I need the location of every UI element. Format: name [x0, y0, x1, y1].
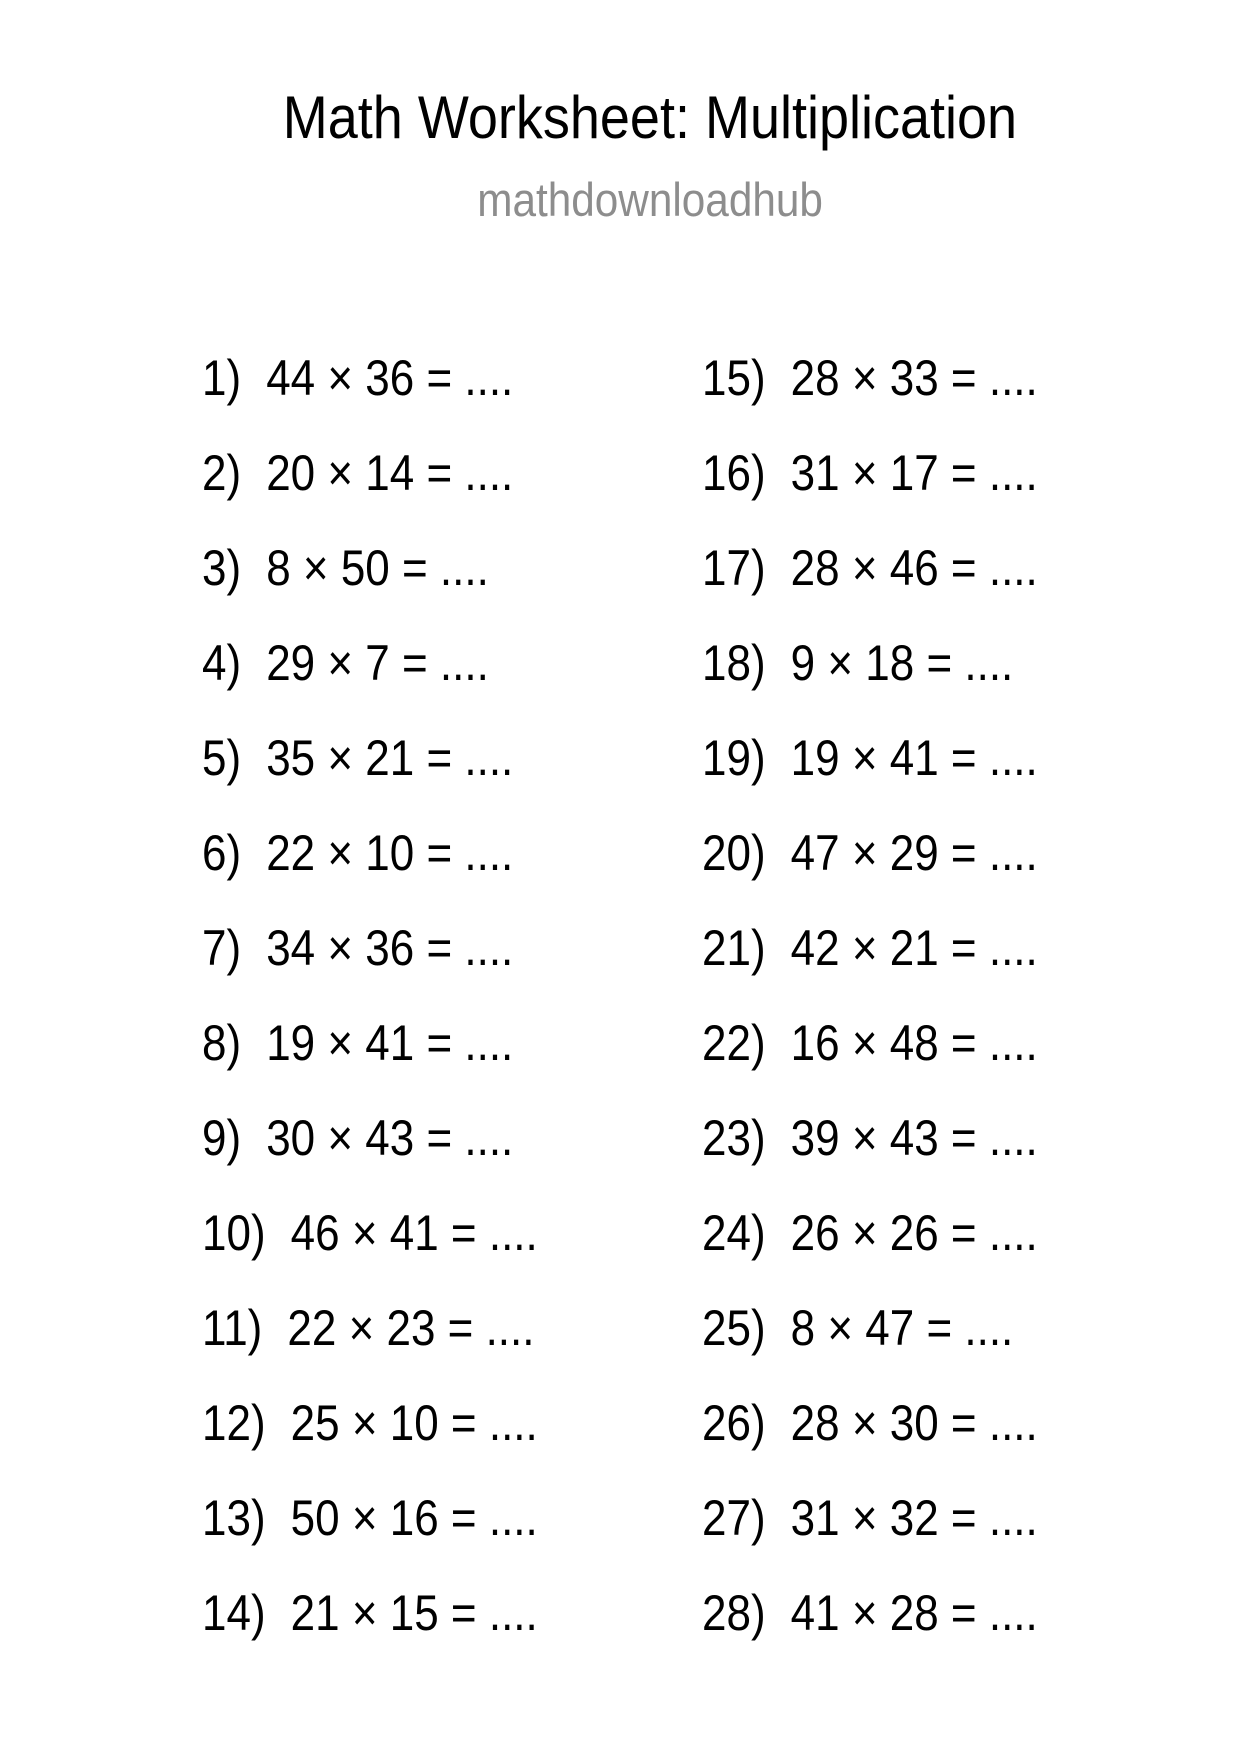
problem-number: 1): [202, 349, 242, 406]
problem-number: 3): [202, 539, 242, 596]
problem-row: [202, 1470, 702, 1565]
problem-row: [202, 1185, 702, 1280]
problem-number: 15): [702, 349, 766, 406]
problem-row: [702, 1280, 1202, 1375]
problem-text: [202, 729, 514, 786]
problem-text: [702, 729, 1038, 786]
problem-row: [202, 425, 702, 520]
problem-number: 8): [202, 1014, 242, 1071]
problem-number: 2): [202, 444, 242, 501]
problem-row: [702, 1375, 1202, 1470]
problem-number: 9): [202, 1109, 242, 1166]
problem-expression: 34 × 36 = ....: [266, 919, 514, 976]
problem-text: [202, 539, 489, 596]
problem-expression: 25 × 10 = ....: [290, 1394, 538, 1451]
problem-row: [202, 995, 702, 1090]
problems-column-left: [202, 330, 702, 1660]
problem-number: 23): [702, 1109, 766, 1166]
problem-row: [702, 1565, 1202, 1660]
problem-expression: 28 × 30 = ....: [790, 1394, 1038, 1451]
problem-expression: 30 × 43 = ....: [266, 1109, 514, 1166]
problem-expression: 44 × 36 = ....: [266, 349, 514, 406]
problem-expression: 31 × 17 = ....: [790, 444, 1038, 501]
page-subtitle-text: mathdownloadhub: [477, 173, 823, 226]
problem-text: [702, 1584, 1038, 1641]
problem-number: 27): [702, 1489, 766, 1546]
problem-number: 22): [702, 1014, 766, 1071]
problem-row: [702, 1090, 1202, 1185]
problem-text: [702, 1299, 1014, 1356]
problem-number: 17): [702, 539, 766, 596]
problem-row: [702, 995, 1202, 1090]
problem-row: [202, 330, 702, 425]
problem-expression: 26 × 26 = ....: [790, 1204, 1038, 1261]
problem-row: [702, 900, 1202, 995]
problem-text: [202, 1299, 535, 1356]
problem-text: [702, 1204, 1038, 1261]
problem-text: [202, 634, 489, 691]
problem-text: [702, 444, 1038, 501]
problem-row: [202, 710, 702, 805]
problem-row: [702, 520, 1202, 615]
problem-expression: 20 × 14 = ....: [266, 444, 514, 501]
problem-expression: 8 × 47 = ....: [790, 1299, 1014, 1356]
problem-number: 24): [702, 1204, 766, 1261]
problem-number: 20): [702, 824, 766, 881]
page-title-text: Math Worksheet: Multiplication: [282, 84, 1018, 151]
problem-row: [202, 520, 702, 615]
problem-text: [202, 1014, 514, 1071]
problem-text: [702, 1014, 1038, 1071]
problem-number: 6): [202, 824, 242, 881]
problem-row: [702, 805, 1202, 900]
problem-number: 28): [702, 1584, 766, 1641]
problem-text: [702, 634, 1014, 691]
problem-row: [202, 900, 702, 995]
problem-row: [202, 615, 702, 710]
problem-row: [202, 805, 702, 900]
problem-number: 19): [702, 729, 766, 786]
problem-number: 21): [702, 919, 766, 976]
problem-number: 18): [702, 634, 766, 691]
problem-text: [202, 1489, 538, 1546]
page-title: [30, 84, 1240, 151]
problems-area: [202, 330, 1202, 1660]
problems-column-right: [702, 330, 1202, 1660]
problem-row: [702, 425, 1202, 520]
problem-row: [702, 330, 1202, 425]
problem-expression: 28 × 46 = ....: [790, 539, 1038, 596]
problem-row: [202, 1280, 702, 1375]
page-subtitle: [30, 173, 1240, 226]
problem-expression: 9 × 18 = ....: [790, 634, 1014, 691]
problem-row: [202, 1565, 702, 1660]
problem-text: [202, 1109, 514, 1166]
problem-expression: 29 × 7 = ....: [266, 634, 489, 691]
problem-number: 13): [202, 1489, 266, 1546]
problem-number: 14): [202, 1584, 266, 1641]
problem-number: 10): [202, 1204, 266, 1261]
problem-text: [702, 919, 1038, 976]
problem-expression: 41 × 28 = ....: [790, 1584, 1038, 1641]
problem-expression: 50 × 16 = ....: [290, 1489, 538, 1546]
problem-expression: 39 × 43 = ....: [790, 1109, 1038, 1166]
problem-row: [702, 1470, 1202, 1565]
problem-text: [202, 919, 514, 976]
problem-text: [202, 444, 514, 501]
problem-number: 7): [202, 919, 242, 976]
problem-expression: 47 × 29 = ....: [790, 824, 1038, 881]
problem-row: [702, 1185, 1202, 1280]
problem-expression: 16 × 48 = ....: [790, 1014, 1038, 1071]
problem-expression: 19 × 41 = ....: [790, 729, 1038, 786]
problem-text: [202, 824, 514, 881]
problem-row: [202, 1375, 702, 1470]
problem-text: [702, 824, 1038, 881]
problem-expression: 21 × 15 = ....: [290, 1584, 538, 1641]
problem-text: [202, 1394, 538, 1451]
problem-expression: 8 × 50 = ....: [266, 539, 489, 596]
problem-text: [202, 1584, 538, 1641]
problem-expression: 35 × 21 = ....: [266, 729, 514, 786]
problem-number: 16): [702, 444, 766, 501]
problem-expression: 22 × 10 = ....: [266, 824, 514, 881]
problem-number: 25): [702, 1299, 766, 1356]
problem-text: [702, 349, 1038, 406]
problem-expression: 31 × 32 = ....: [790, 1489, 1038, 1546]
problem-row: [702, 710, 1202, 805]
problem-expression: 19 × 41 = ....: [266, 1014, 514, 1071]
problem-text: [202, 1204, 538, 1261]
problem-text: [202, 349, 514, 406]
problem-text: [702, 1109, 1038, 1166]
problem-text: [702, 1489, 1038, 1546]
problem-expression: 42 × 21 = ....: [790, 919, 1038, 976]
problem-text: [702, 1394, 1038, 1451]
problem-number: 11): [202, 1299, 263, 1356]
problem-number: 26): [702, 1394, 766, 1451]
problem-text: [702, 539, 1038, 596]
problem-expression: 28 × 33 = ....: [790, 349, 1038, 406]
problem-row: [702, 615, 1202, 710]
problem-expression: 22 × 23 = ....: [287, 1299, 535, 1356]
problem-expression: 46 × 41 = ....: [290, 1204, 538, 1261]
problem-number: 12): [202, 1394, 266, 1451]
problem-number: 5): [202, 729, 242, 786]
problem-row: [202, 1090, 702, 1185]
problem-number: 4): [202, 634, 242, 691]
